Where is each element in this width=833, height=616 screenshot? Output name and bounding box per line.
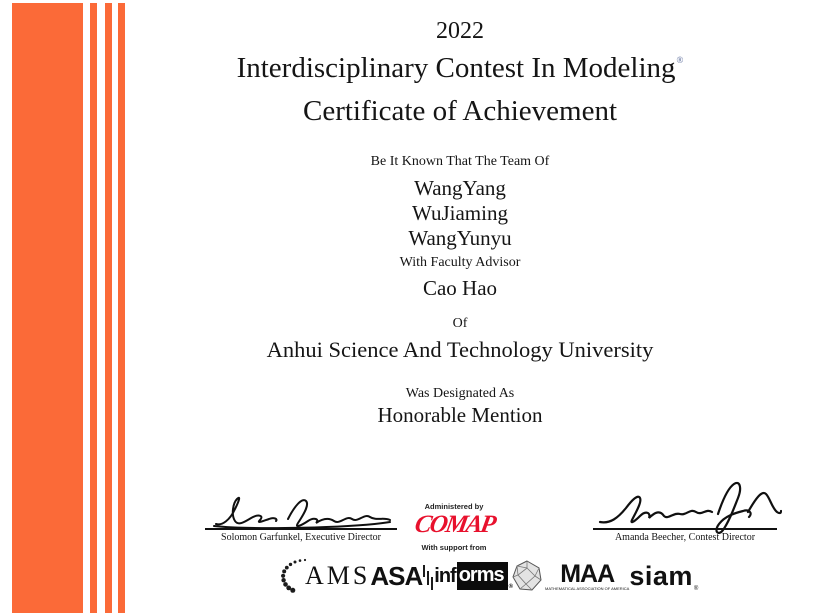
- year: 2022: [436, 18, 484, 44]
- siam-logo: [629, 561, 698, 592]
- siam-label: siam: [629, 560, 693, 591]
- asa-logo: [370, 561, 434, 592]
- siam-registered-mark: ®: [693, 585, 699, 592]
- maa-logo: [512, 560, 629, 592]
- comap-logo: COMAP: [412, 511, 496, 538]
- team-member-3: WangYunyu: [408, 226, 512, 250]
- left-signature-caption: Solomon Garfunkel, Executive Director: [221, 532, 381, 543]
- award-designation: Honorable Mention: [377, 403, 543, 427]
- contest-title: [90, 52, 830, 85]
- advisor-name: Cao Hao: [422, 276, 498, 300]
- contest-title-text: Interdisciplinary Contest In Modeling: [236, 52, 676, 84]
- support-label: With support from: [421, 543, 487, 552]
- of-line: Of: [452, 316, 468, 331]
- known-line: Be It Known That The Team Of: [370, 154, 550, 169]
- right-signature-caption: Amanda Beecher, Contest Director: [614, 532, 756, 543]
- advisor-line: With Faculty Advisor: [399, 255, 521, 270]
- team-member-1: WangYang: [414, 176, 506, 200]
- certificate-subtitle: Certificate of Achievement: [302, 95, 618, 127]
- ams-logo: [280, 557, 370, 595]
- maa-text-block: [545, 559, 630, 591]
- right-signature-line: [593, 528, 777, 530]
- informs-prefix: inf: [434, 564, 456, 587]
- administered-block: [402, 502, 506, 552]
- ams-label: AMS: [305, 561, 371, 590]
- informs-registered-mark: ®: [508, 584, 513, 590]
- designated-line: Was Designated As: [405, 386, 515, 401]
- maa-label: MAA: [560, 559, 615, 588]
- asa-graph-icon: [422, 561, 434, 591]
- maa-icosahedron-icon: [512, 560, 542, 592]
- executive-director-signature: [212, 492, 392, 532]
- administered-by-label: Administered by: [424, 502, 484, 511]
- informs-logo: [434, 562, 512, 590]
- informs-boxed-text: orms: [457, 562, 508, 590]
- team-member-2: WuJiaming: [412, 201, 508, 225]
- left-orange-bar: [12, 3, 83, 613]
- asa-label: ASA: [370, 560, 423, 591]
- institution-name: Anhui Science And Technology University: [266, 337, 654, 362]
- maa-caption: MATHEMATICAL ASSOCIATION OF AMERICA: [545, 585, 630, 591]
- sponsor-logo-row: [280, 556, 699, 596]
- left-signature-line: [205, 528, 397, 530]
- registered-trademark: ®: [676, 55, 684, 65]
